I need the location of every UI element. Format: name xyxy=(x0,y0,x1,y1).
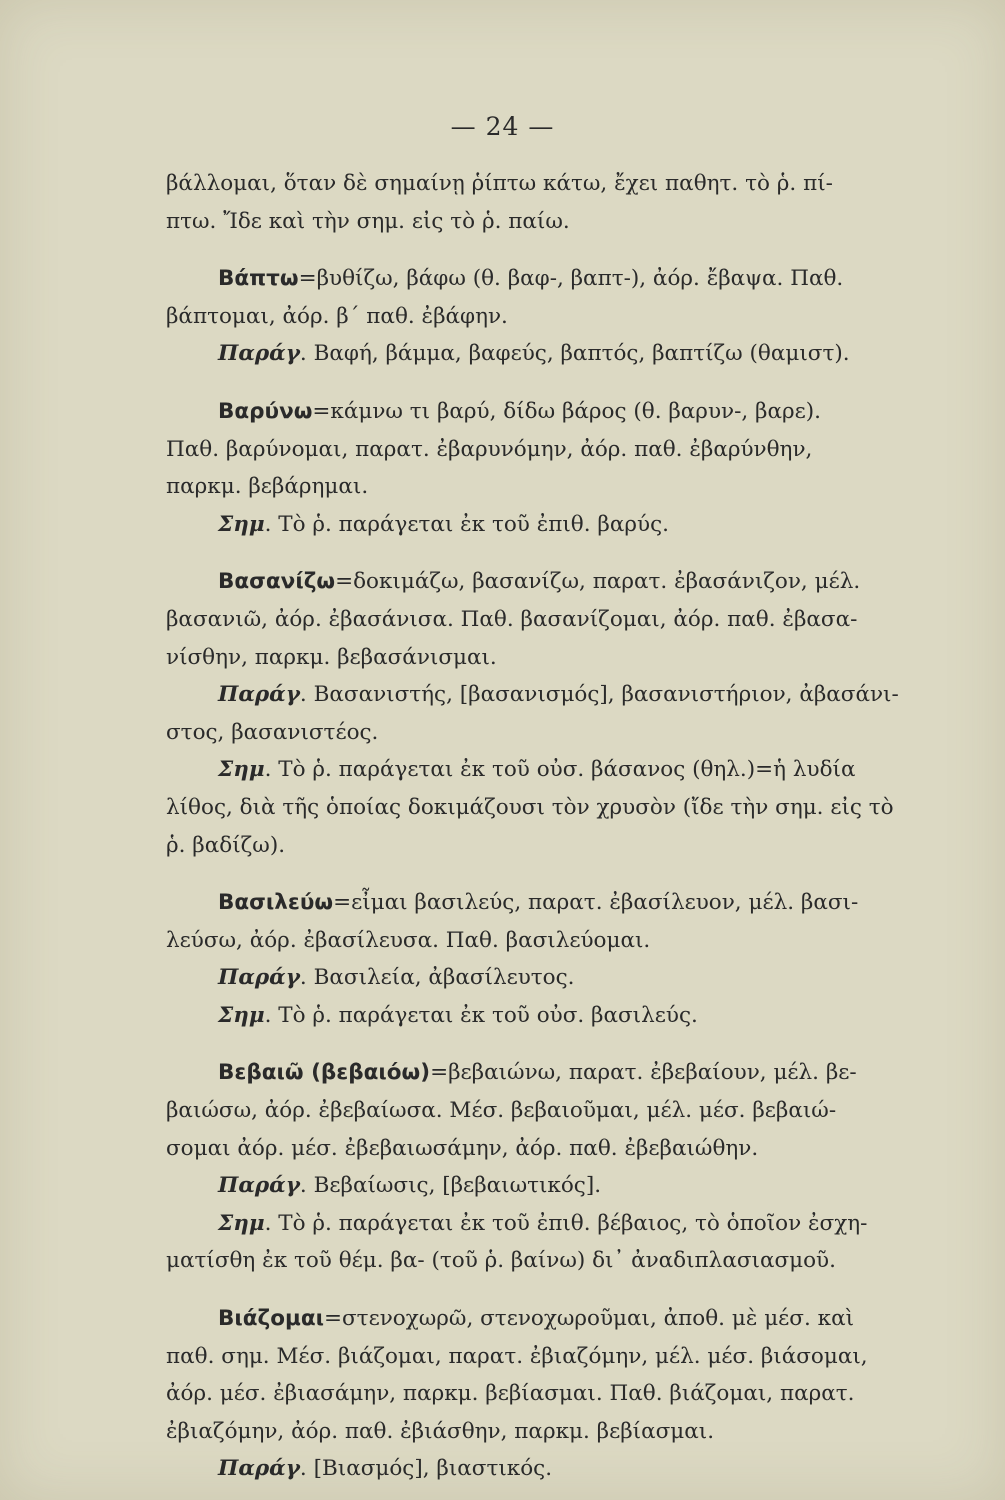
headword: Βασιλεύω xyxy=(218,890,334,916)
headword: Βαρύνω xyxy=(218,398,313,424)
text-line: =κάμνω τι βαρύ, δίδω βάρος (θ. βαρυν-, βαρε). xyxy=(312,398,821,424)
text-line: =βεβαιώνω, παρατ. ἐβεβαίουν, μέλ. βε- xyxy=(430,1060,857,1086)
text-line: ματίσθη ἐκ τοῦ θέμ. βα- (τοῦ ῥ. βαίνω) δι᾽ ἀναδιπλασιασμοῦ. xyxy=(166,1248,836,1274)
paragoga-line xyxy=(218,335,923,373)
text-line: παθ. σημ. Μέσ. βιάζομαι, παρατ. ἐβιαζόμην, μέλ. μέσ. βιάσομαι, xyxy=(166,1343,868,1369)
paragoga-label: Παράγ xyxy=(218,1173,300,1199)
text-line: πτω. Ἴδε καὶ τὴν σημ. εἰς τὸ ῥ. παίω. xyxy=(166,208,570,234)
paragoga-label: Παράγ xyxy=(218,341,300,367)
text-line: . Τὸ ῥ. παράγεται ἐκ τοῦ οὐσ. βάσανος (θηλ.)=ἡ λυδία xyxy=(264,757,856,783)
simeiosi-line xyxy=(218,506,923,544)
simeiosi-line xyxy=(218,1205,923,1243)
text-line: . Βασιλεία, ἀβασίλευτος. xyxy=(299,965,575,991)
headword: Βάπτω xyxy=(218,266,299,292)
entry-baptw xyxy=(218,260,923,298)
text-line: βασανιῶ, ἀόρ. ἐβασάνισα. Παθ. βασανίζομαι, ἀόρ. παθ. ἐβασα- xyxy=(166,606,858,632)
page-text xyxy=(166,165,923,1488)
headword: Βεβαιῶ (βεβαιόω) xyxy=(218,1060,431,1086)
paragoga-line xyxy=(218,959,923,997)
headword: Βασανίζω xyxy=(218,569,336,595)
simeiosi-label: Σημ xyxy=(218,511,265,537)
text-line: βαιώσω, ἀόρ. ἐβεβαίωσα. Μέσ. βεβαιοῦμαι, μέλ. μέσ. βεβαιώ- xyxy=(166,1098,837,1124)
simeiosi-label: Σημ xyxy=(218,1210,265,1236)
text-line: λίθος, διὰ τῆς ὁποίας δοκιμάζουσι τὸν χρυσὸν (ἴδε τὴν σημ. εἰς τὸ xyxy=(166,794,894,820)
text-line: =στενοχωρῶ, στενοχωροῦμαι, ἀποθ. μὲ μέσ. καὶ xyxy=(323,1306,855,1332)
paragoga-label: Παράγ xyxy=(218,965,300,991)
text-line: νίσθην, παρκμ. βεβασάνισμαι. xyxy=(166,644,497,670)
text-line: βάλλομαι, ὅταν δὲ σημαίνῃ ῥίπτω κάτω, ἔχει παθητ. τὸ ῥ. πί- xyxy=(166,171,833,196)
text-line: ἐβιαζόμην, ἀόρ. παθ. ἐβιάσθην, παρκμ. βεβίασμαι. xyxy=(166,1418,715,1444)
text-line: =βυθίζω, βάφω (θ. βαφ-, βαπτ-), ἀόρ. ἔβαψα. Παθ. xyxy=(298,266,844,292)
paragoga-label: Παράγ xyxy=(218,1456,300,1482)
simeiosi-line xyxy=(218,751,923,789)
text-line: ῥ. βαδίζω). xyxy=(166,832,286,858)
paragoga-line xyxy=(218,1450,923,1488)
entry-bebaiw xyxy=(218,1054,923,1092)
text-line: . Τὸ ῥ. παράγεται ἐκ τοῦ ἐπιθ. βέβαιος, τὸ ὁποῖον ἐσχη- xyxy=(264,1210,868,1236)
text-line: λεύσω, ἀόρ. ἐβασίλευσα. Παθ. βασιλεύομαι. xyxy=(166,927,651,953)
entry-biazomai xyxy=(218,1300,923,1338)
entry-barynw xyxy=(218,393,923,431)
text-line: ἀόρ. μέσ. ἐβιασάμην, παρκμ. βεβίασμαι. Παθ. βιάζομαι, παρατ. xyxy=(166,1381,855,1407)
paragoga-line xyxy=(218,1167,923,1205)
text-line: . Τὸ ῥ. παράγεται ἐκ τοῦ οὐσ. βασιλεύς. xyxy=(264,1002,698,1028)
text-line: παρκμ. βεβάρημαι. xyxy=(166,474,369,500)
text-line: σομαι ἀόρ. μέσ. ἐβεβαιωσάμην, ἀόρ. παθ. ἐβεβαιώθην. xyxy=(166,1135,759,1161)
headword: Βιάζομαι xyxy=(218,1306,324,1332)
page-number: — 24 — xyxy=(450,112,555,141)
paragoga-line xyxy=(218,676,923,714)
simeiosi-label: Σημ xyxy=(218,1002,265,1028)
text-line: . Τὸ ῥ. παράγεται ἐκ τοῦ ἐπιθ. βαρύς. xyxy=(264,511,669,537)
text-line: βάπτομαι, ἀόρ. β΄ παθ. ἐβάφην. xyxy=(166,303,508,329)
text-line: . Βεβαίωσις, [βεβαιωτικός]. xyxy=(299,1173,602,1199)
text-line: . [Βιασμός], βιαστικός. xyxy=(299,1456,553,1482)
text-line: =δοκιμάζω, βασανίζω, παρατ. ἐβασάνιζον, μέλ. xyxy=(335,569,861,595)
paragoga-label: Παράγ xyxy=(218,682,300,708)
simeiosi-label: Σημ xyxy=(218,757,265,783)
entry-basanizw xyxy=(218,563,923,601)
text-line: . Βαφή, βάμμα, βαφεύς, βαπτός, βαπτίζω (θαμιστ). xyxy=(299,341,850,367)
entry-basileuw xyxy=(218,884,923,922)
text-line: Παθ. βαρύνομαι, παρατ. ἐβαρυνόμην, ἀόρ. παθ. ἐβαρύνθην, xyxy=(166,436,813,462)
text-line: =εἶμαι βασιλεύς, παρατ. ἐβασίλευον, μέλ. βασι- xyxy=(333,890,859,916)
simeiosi-line xyxy=(218,997,923,1035)
text-line: . Βασανιστής, [βασανισμός], βασανιστήριον, ἀβασάνι- xyxy=(299,682,899,708)
text-line: στος, βασανιστέος. xyxy=(166,719,379,745)
